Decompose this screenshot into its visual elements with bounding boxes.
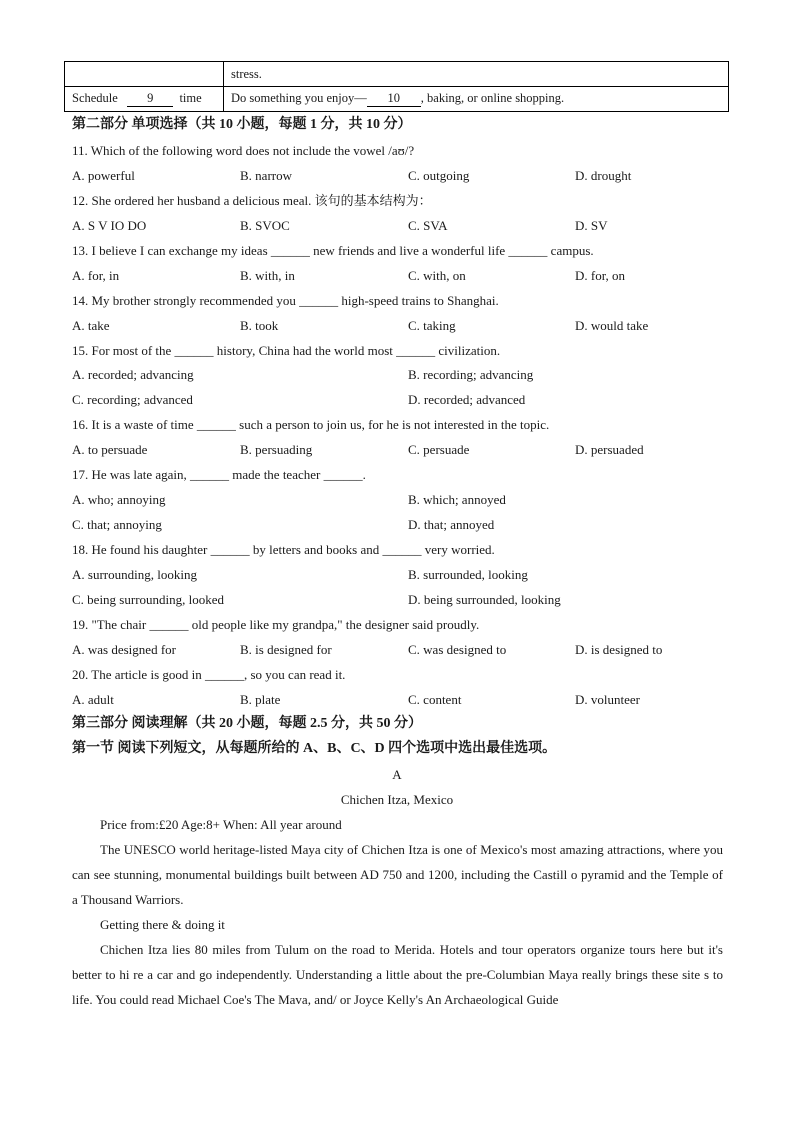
q13-option-d[interactable]: D. for, on [575,268,626,283]
q14-option-c[interactable]: C. taking [408,318,456,333]
q13-option-b[interactable]: B. with, in [240,268,295,283]
q19-option-d[interactable]: D. is designed to [575,642,663,657]
q18-option-c[interactable]: C. being surrounding, looked [72,592,225,607]
question-19-stem: 19. "The chair ______ old people like my grandpa," the designer said proudly. [72,617,480,632]
table-cell-empty [65,62,224,87]
passage-info: Price from:£20 Age:8+ When: All year around [100,817,342,832]
q15-option-d[interactable]: D. recorded; advanced [408,392,526,407]
table-row [65,62,729,87]
question-11-stem: 11. Which of the following word does not include the vowel /aʊ/? [72,143,415,158]
q13-option-a[interactable]: A. for, in [72,268,120,283]
section1-heading: 第一节 阅读下列短文，从每题所给的 A、B、C、D 四个选项中选出最佳选项。 [72,741,557,756]
q14-option-a[interactable]: A. take [72,318,110,333]
q15-option-b[interactable]: B. recording; advancing [408,367,534,382]
q19-option-b[interactable]: B. is designed for [240,642,332,657]
q20-option-b[interactable]: B. plate [240,692,281,707]
passage-title: Chichen Itza, Mexico [340,792,454,807]
time-label: time [179,91,202,105]
q17-option-a[interactable]: A. who; annoying [72,492,166,507]
question-20-stem: 20. The article is good in ______, so you can read it. [72,667,346,682]
q18-option-d[interactable]: D. being surrounded, looking [408,592,561,607]
table-cell-enjoy [224,87,729,112]
q17-option-d[interactable]: D. that; annoyed [408,517,495,532]
question-12-stem: 12. She ordered her husband a delicious meal. 该句的基本结构为： [72,193,432,208]
q11-option-d[interactable]: D. drought [575,168,632,183]
q12-option-a[interactable]: A. S V IO DO [72,218,147,233]
table-row [65,87,729,112]
q11-option-a[interactable]: A. powerful [72,168,135,183]
q19-option-c[interactable]: C. was designed to [408,642,507,657]
q18-option-b[interactable]: B. surrounded, looking [408,567,528,582]
q16-option-a[interactable]: A. to persuade [72,442,148,457]
q20-option-a[interactable]: A. adult [72,692,114,707]
question-18-stem: 18. He found his daughter ______ by letters and books and ______ very worried. [72,542,495,557]
q14-option-b[interactable]: B. took [240,318,279,333]
answer-blank-9: 9 [127,91,173,107]
answer-blank-10: 10 [367,91,421,107]
q11-option-c[interactable]: C. outgoing [408,168,470,183]
q12-option-d[interactable]: D. SV [575,218,608,233]
passage-letter: A [392,767,402,782]
part3-heading: 第三部分 阅读理解（共 20 小题，每题 2.5 分，共 50 分） [72,716,422,731]
table-cell-stress: stress. [224,62,729,87]
q14-option-d[interactable]: D. would take [575,318,649,333]
question-16-stem: 16. It is a waste of time ______ such a person to join us, for he is not interested in the topic. [72,417,550,432]
q18-option-a[interactable]: A. surrounding, looking [72,567,197,582]
q11-option-b[interactable]: B. narrow [240,168,292,183]
question-15-stem: 15. For most of the ______ history, China had the world most ______ civilization. [72,343,501,358]
passage-subheading: Getting there & doing it [100,917,225,932]
q15-option-c[interactable]: C. recording; advanced [72,392,193,407]
schedule-label: Schedule [72,91,118,105]
question-13-stem: 13. I believe I can exchange my ideas ______ new friends and live a wonderful life ______ campus. [72,243,594,258]
q16-option-c[interactable]: C. persuade [408,442,470,457]
q20-option-c[interactable]: C. content [408,692,462,707]
schedule-table [64,61,729,112]
q16-option-d[interactable]: D. persuaded [575,442,644,457]
q15-option-a[interactable]: A. recorded; advancing [72,367,194,382]
enjoy-tail-text: , baking, or online shopping. [420,91,565,105]
q20-option-d[interactable]: D. volunteer [575,692,640,707]
q16-option-b[interactable]: B. persuading [240,442,313,457]
q13-option-c[interactable]: C. with, on [408,268,466,283]
table-cell-schedule [65,87,224,112]
q17-option-b[interactable]: B. which; annoyed [408,492,506,507]
question-17-stem: 17. He was late again, ______ made the teacher ______. [72,467,366,482]
q12-option-c[interactable]: C. SVA [408,218,448,233]
q12-option-b[interactable]: B. SVOC [240,218,290,233]
q17-option-c[interactable]: C. that; annoying [72,517,162,532]
enjoy-text: Do something you enjoy— [231,91,367,105]
q19-option-a[interactable]: A. was designed for [72,642,176,657]
passage-paragraph-2: Chichen Itza lies 80 miles from Tulum on the road to Merida. Hotels and tour operators organize tours here but it's better to hi re a car and go independently. Understanding a little about the pre-Columbian Maya really brings these site s to life. You could read Michael Coe's The Mava, and/ or Joyce Kelly's An Archaeological Guide [72,942,723,1007]
part2-heading: 第二部分 单项选择（共 10 小题，每题 1 分，共 10 分） [72,117,412,132]
question-14-stem: 14. My brother strongly recommended you ______ high-speed trains to Shanghai. [72,293,499,308]
passage-paragraph-1: The UNESCO world heritage-listed Maya city of Chichen Itza is one of Mexico's most amazing attractions, where you can see stunning, monumental buildings built between AD 750 and 1200, including the Castill o pyramid and the Temple of a Thousand Warriors. [72,842,723,907]
